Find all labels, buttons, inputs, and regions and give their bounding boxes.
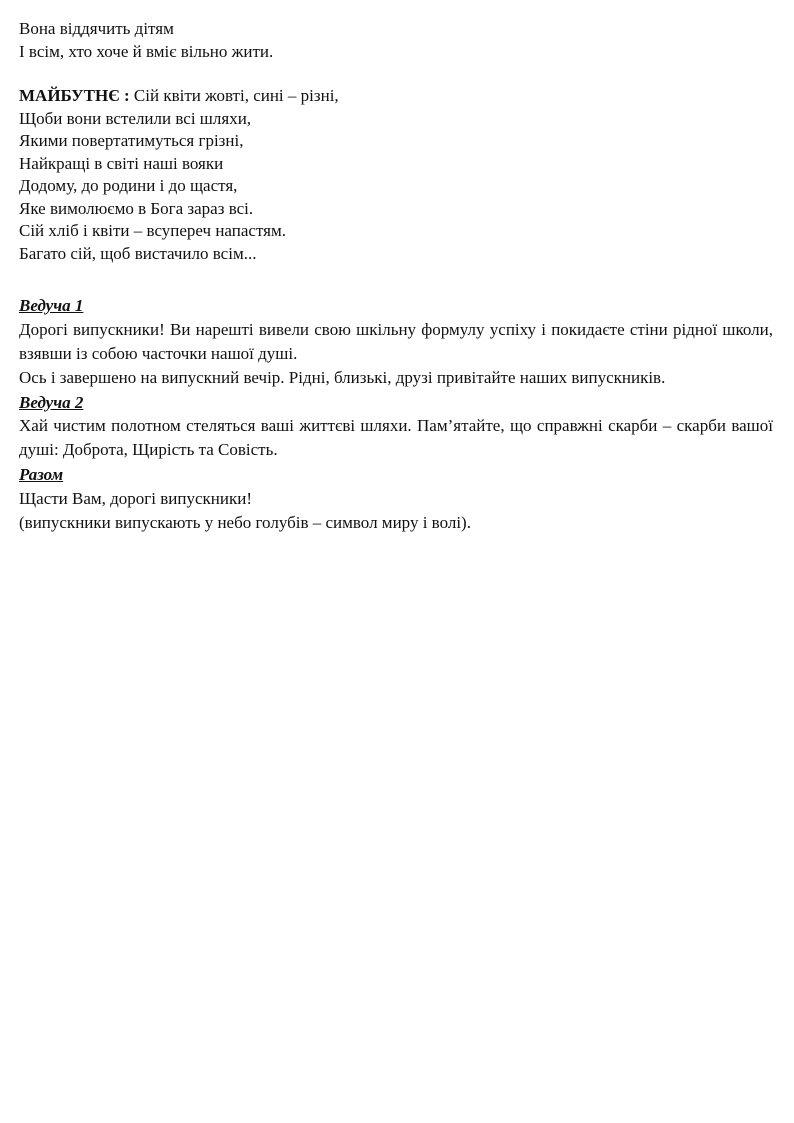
host1-paragraph-2: Ось і завершено на випускний вечір. Рідні, близькі, друзі привітайте наших випускників. <box>19 367 666 387</box>
document-page <box>19 18 773 535</box>
together-line-2: (випускники випускають у небо голубів – символ миру і волі). <box>19 512 471 532</box>
spacer <box>19 63 773 85</box>
host2-heading: Ведуча 2 <box>19 392 84 412</box>
intro-line-2: І всім, хто хоче й вміє вільно жити. <box>19 41 274 61</box>
future-line: Щоби вони встелили всі шляхи, <box>19 108 252 128</box>
host1-heading: Ведуча 1 <box>19 296 84 315</box>
intro-line-1: Вона віддячить дітям <box>19 19 174 38</box>
host1-paragraph-1: Дорогі випускники! Ви нарешті вивели свою шкільну формулу успіху і покидаєте стіни рідної школи, взявши із собою часточки нашої душі. <box>19 319 773 363</box>
together-heading: Разом <box>19 465 64 484</box>
future-line: Якими повертатимуться грізні, <box>19 131 244 150</box>
host2-paragraph: Хай чистим полотном стеляться ваші життєві шляхи. Пам’ятайте, що справжні скарби – скарби вашої душі: Доброта, Щирість та Совість. <box>19 416 773 459</box>
future-line: Яке вимолюємо в Бога зараз всі. <box>19 198 254 218</box>
future-line: Багато сій, щоб вистачило всім... <box>19 243 257 263</box>
together-line-1: Щасти Вам, дорогі випускники! <box>19 488 252 508</box>
future-first-line <box>19 85 773 108</box>
future-label: МАЙБУТНЄ : <box>19 86 130 105</box>
future-first-line-text: Сій квіти жовті, сині – різні, <box>129 86 339 105</box>
spacer <box>19 265 773 293</box>
future-line: Додому, до родини і до щастя, <box>19 176 238 195</box>
future-line: Найкращі в світі наші вояки <box>19 153 224 173</box>
future-line: Сій хліб і квіти – всупереч напастям. <box>19 221 286 240</box>
